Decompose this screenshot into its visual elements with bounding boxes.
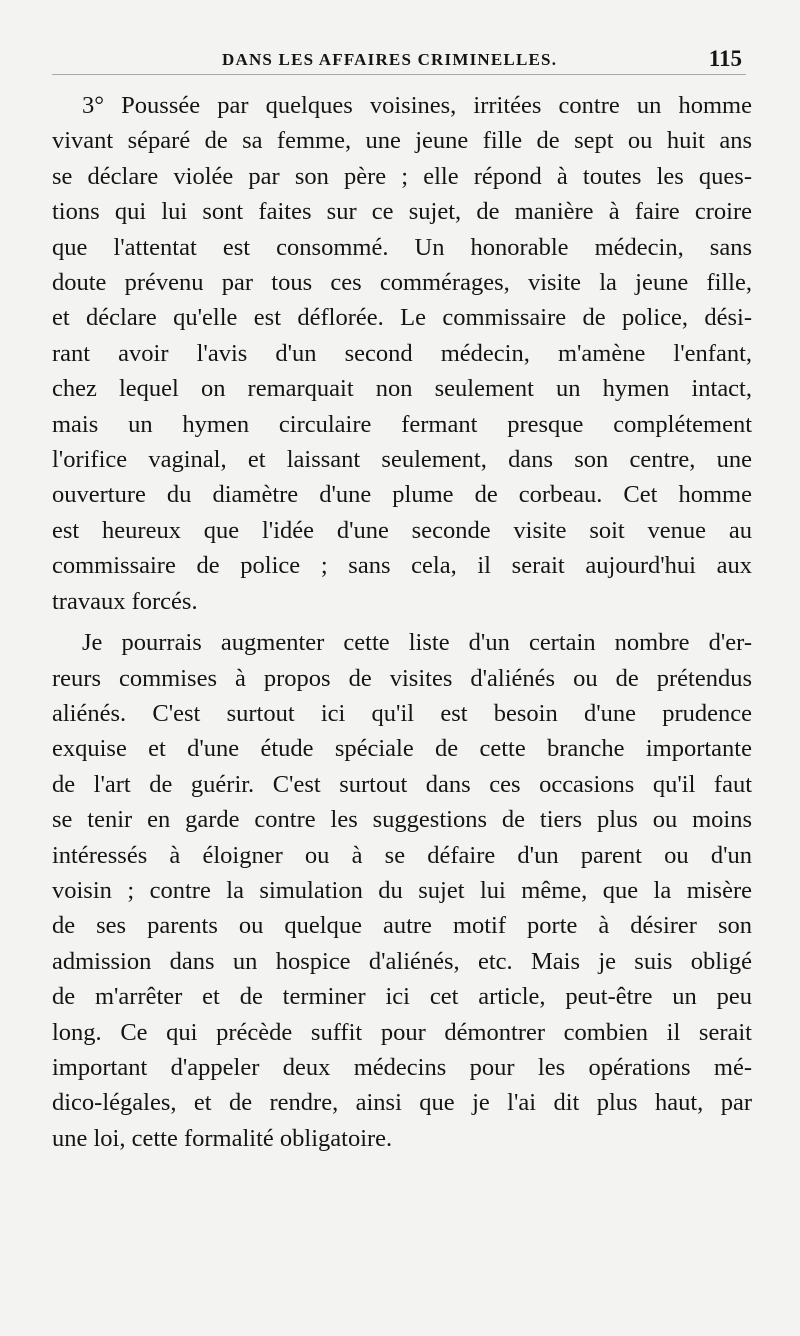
text-line: une loi, cette formalité obligatoire.: [52, 1124, 393, 1152]
text-line: et déclare qu'elle est déflorée. Le commissaire de police, dési-: [52, 304, 752, 332]
text-line: vivant séparé de sa femme, une jeune fille de sept ou huit ans: [52, 127, 752, 155]
running-head: [52, 44, 746, 78]
text-line: de m'arrêter et de terminer ici cet article, peut-être un peu: [52, 983, 752, 1011]
text-line: aliénés. C'est surtout ici qu'il est besoin d'une prudence: [52, 699, 752, 727]
text-line: exquise et d'une étude spéciale de cette branche importante: [52, 735, 752, 763]
text-line: dico-légales, et de rendre, ainsi que je l'ai dit plus haut, par: [52, 1089, 752, 1117]
text-line: important d'appeler deux médecins pour les opérations mé-: [52, 1053, 752, 1081]
text-line: 3° Poussée par quelques voisines, irritées contre un homme: [82, 92, 752, 119]
text-line: de ses parents ou quelque autre motif porte à désirer son: [52, 912, 752, 940]
body-text: [52, 88, 752, 1156]
paragraph-conclusion: [52, 625, 752, 1156]
text-line: mais un hymen circulaire fermant presque complétement: [52, 410, 752, 438]
text-line: intéressés à éloigner ou à se défaire d'un parent ou d'un: [52, 841, 752, 869]
text-line: tions qui lui sont faites sur ce sujet, de manière à faire croire: [52, 198, 752, 226]
text-line: que l'attentat est consommé. Un honorable médecin, sans: [52, 233, 752, 261]
running-head-rule: [52, 74, 746, 75]
text-line: reurs commises à propos de visites d'aliénés ou de prétendus: [52, 664, 752, 692]
text-line: l'orifice vaginal, et laissant seulement, dans son centre, une: [52, 446, 752, 474]
text-line: rant avoir l'avis d'un second médecin, m'amène l'enfant,: [52, 339, 752, 367]
text-line: commissaire de police ; sans cela, il serait aujourd'hui aux: [52, 552, 752, 580]
text-line: travaux forcés.: [52, 587, 198, 615]
paragraph-case-three: [52, 88, 752, 619]
text-line: voisin ; contre la simulation du sujet lui même, que la misère: [52, 876, 752, 904]
text-line: se tenir en garde contre les suggestions de tiers plus ou moins: [52, 806, 752, 834]
text-line: de l'art de guérir. C'est surtout dans ces occasions qu'il faut: [52, 770, 752, 798]
text-line: ouverture du diamètre d'une plume de corbeau. Cet homme: [52, 481, 752, 509]
page-number: 115: [708, 46, 742, 71]
text-line: doute prévenu par tous ces commérages, visite la jeune fille,: [52, 269, 752, 297]
text-line: est heureux que l'idée d'une seconde visite soit venue au: [52, 516, 752, 544]
bleed-through-texture: [70, 1160, 75, 1183]
text-line: Je pourrais augmenter cette liste d'un certain nombre d'er-: [82, 629, 752, 657]
text-line: se déclare violée par son père ; elle répond à toutes les ques-: [52, 162, 752, 190]
text-line: long. Ce qui précède suffit pour démontrer combien il serait: [52, 1018, 752, 1046]
text-line: admission dans un hospice d'aliénés, etc. Mais je suis obligé: [52, 947, 752, 975]
text-line: chez lequel on remarquait non seulement un hymen intact,: [52, 375, 752, 403]
running-head-title: DANS LES AFFAIRES CRIMINELLES.: [222, 50, 558, 69]
